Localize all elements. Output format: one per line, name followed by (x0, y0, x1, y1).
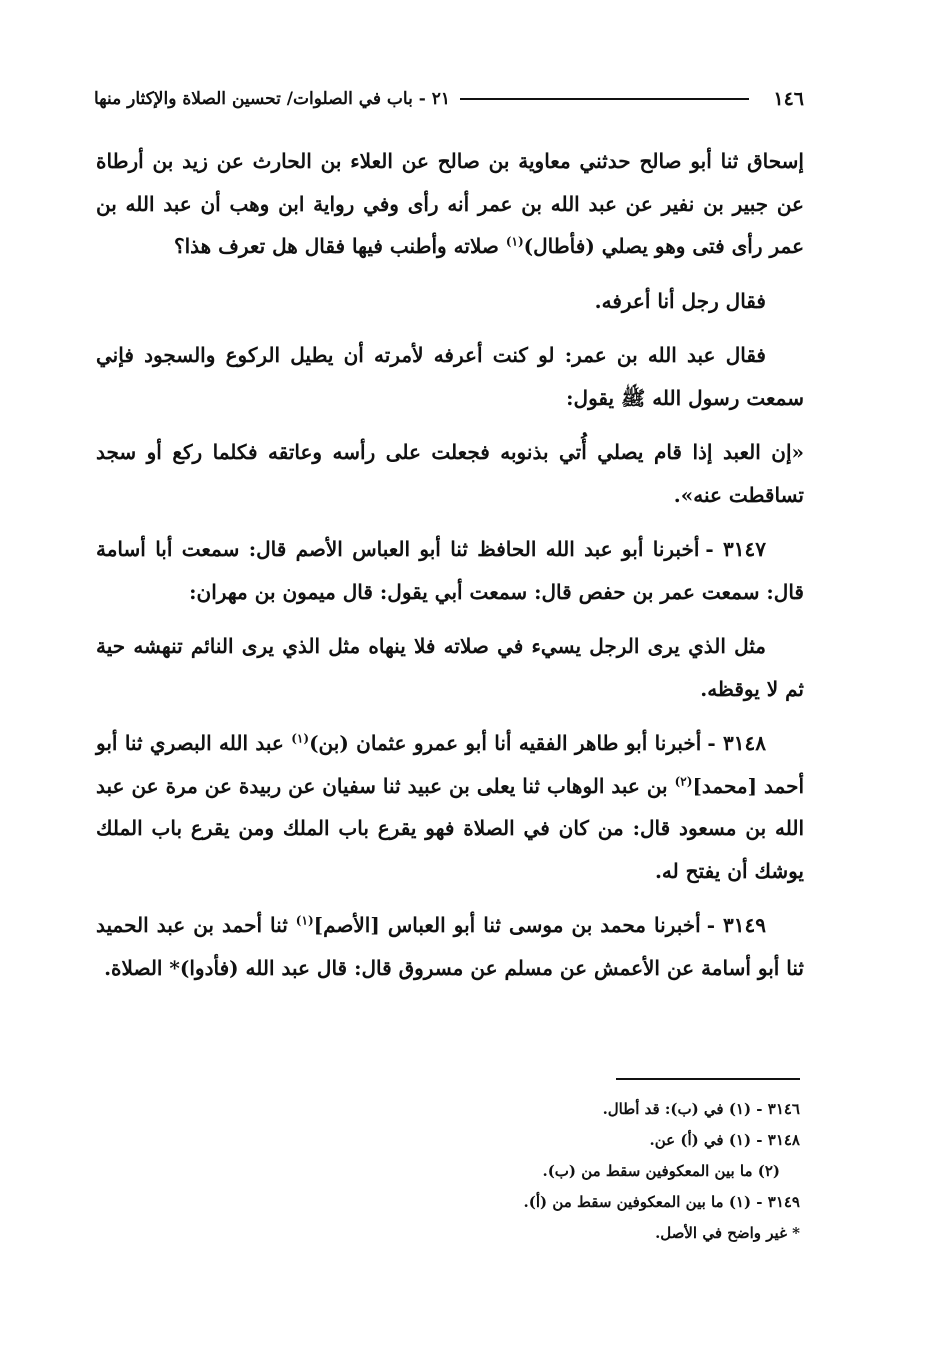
paragraph-ibn-umar: فقال عبد الله بن عمر: لو كنت أعرفه لأمرته أن يطيل الركوع والسجود فإني سمعت رسول الله ﷺ يقول: (96, 343, 804, 410)
footnote-marker: (١) (295, 913, 314, 928)
footnote-marker: (١) (291, 731, 310, 746)
text-span: أخبرنا أبو عبد الله الحافظ ثنا أبو العباس الأصم قال: سمعت أبا أسامة قال: سمعت عمر بن حفص قال: سمعت أبي يقول: قال ميمون بن مهران: (96, 537, 804, 604)
hadith-number: ٣١٤٩ - (706, 913, 766, 937)
footnote-line: ٣١٤٦ - (١) في (ب): قد أطال. (602, 1100, 800, 1118)
header-rule (460, 98, 749, 100)
hadith-3149 (96, 904, 804, 989)
footnote-marker: (٢) (674, 773, 693, 788)
hadith-number: ٣١٤٧ - (705, 537, 767, 561)
footnote-line: ٣١٤٨ - (١) في (أ) عن. (649, 1131, 800, 1149)
footnote-marker: (١) (505, 234, 524, 249)
footnotes (200, 1094, 800, 1249)
chapter-title: ٢١ - باب في الصلوات/ تحسين الصلاة والإكثار منها (94, 89, 450, 109)
footnote-line: (٢) ما بين المعكوفين سقط من (ب). (542, 1162, 780, 1180)
running-header (94, 84, 804, 114)
hadith-number: ٣١٤٨ - (707, 731, 766, 755)
footnote-line: ٣١٤٩ - (١) ما بين المعكوفين سقط من (أ). (523, 1193, 800, 1211)
text-span: عبد الله البصري ثنا أبو أحمد [محمد] (96, 731, 805, 798)
text-span: أخبرنا محمد بن موسى ثنا أبو العباس [الأصم] (313, 913, 701, 937)
text-span: أخبرنا أبو طاهر الفقيه أنا أبو عمرو عثمان (بن) (309, 731, 702, 755)
text-span: صلاته وأطنب فيها فقال هل تعرف هذا؟ (173, 234, 506, 258)
hadith-3148 (96, 722, 804, 892)
footnote-separator (616, 1078, 800, 1080)
paragraph-isnad (96, 140, 804, 268)
paragraph-hadith-quote: «إن العبد إذا قام يصلي أُتي بذنوبه فجعلت على رأسه وعاتقه فكلما ركع أو سجد تساقطت عنه». (96, 440, 804, 507)
hadith-3147 (96, 528, 804, 613)
main-text (96, 140, 804, 1001)
text-span: ثنا أحمد بن عبد الحميد ثنا أبو أسامة عن الأعمش عن مسلم عن مسروق قال: قال عبد الله (فأدوا)* الصلاة. (96, 913, 804, 980)
text-span: إسحاق ثنا أبو صالح حدثني معاوية بن صالح عن العلاء بن الحارث عن زيد بن أرطاة عن جبير بن نفير عن عبد الله بن عمر أنه رأى وفي رواية ابن وهب أن عبد الله بن عمر رأى فتى وهو يصلي (فأطال) (96, 149, 804, 258)
paragraph-reply: فقال رجل أنا أعرفه. (594, 288, 766, 313)
text-span: بن عبد الوهاب ثنا يعلى بن عبيد ثنا سفيان عن ربيدة عن مرة عن عبد الله بن مسعود قال: من كان في الصلاة فهو يقرع باب الملك ومن يقرع باب الملك يوشك أن يفتح له. (96, 773, 804, 883)
paragraph-maymun: مثل الذي يرى الرجل يسيء في صلاته فلا ينهاه مثل الذي يرى النائم تنهشه حية ثم لا يوقظه. (96, 634, 804, 701)
footnote-line: * غير واضح في الأصل. (655, 1224, 800, 1242)
page-number: ١٤٦ (773, 88, 804, 110)
